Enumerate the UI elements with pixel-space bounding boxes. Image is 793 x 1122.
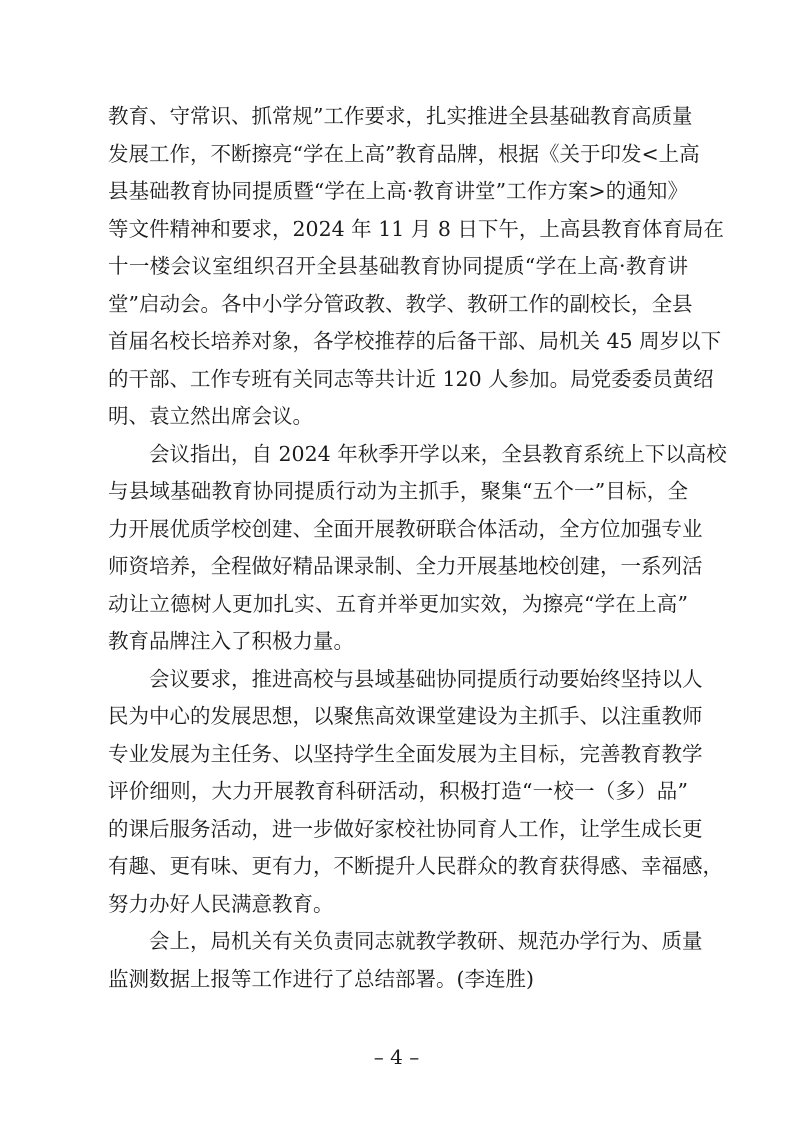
page-number: – 4 – <box>373 1045 420 1069</box>
paragraph-3 <box>108 661 723 924</box>
text-line: 专业发展为主任务、以坚持学生全面发展为主目标，完善教育教学 <box>108 741 703 766</box>
text-line: 会议要求，推进高校与县域基础协同提质行动要始终坚持以人 <box>149 666 703 691</box>
text-line: 师资培养，全程做好精品课录制、全力开展基地校创建，一系列活 <box>108 554 703 578</box>
text-line: 会上，局机关有关负责同志就教学教研、规范办学行为、质量 <box>149 929 703 953</box>
text-line: 的干部、工作专班有关同志等共计近 120 人参加。局党委委员黄绍 <box>108 366 714 391</box>
text-line: 堂”启动会。各中小学分管政教、教学、教研工作的副校长，全县 <box>108 291 693 316</box>
text-line: 十一楼会议室组织召开全县基础教育协同提质“学在上高·教育讲 <box>108 254 688 278</box>
text-line: 明、袁立然出席会议。 <box>108 404 313 428</box>
text-line: 教育、守常识、抓常规”工作要求，扎实推进全县基础教育高质量 <box>108 104 693 128</box>
document-body <box>108 98 727 998</box>
text-line: 民为中心的发展思想，以聚焦高效课堂建设为主抓手、以注重教师 <box>108 704 703 728</box>
paragraph-2 <box>108 436 727 661</box>
text-line: 教育品牌注入了积极力量。 <box>108 629 354 653</box>
text-line: 评价细则，大力开展教育科研活动，积极打造“一校一（多）品” <box>108 779 688 803</box>
text-line: 努力办好人民满意教育。 <box>108 891 334 916</box>
text-line: 县基础教育协同提质暨“学在上高·教育讲堂”工作方案>的通知》 <box>108 179 688 203</box>
text-line: 力开展优质学校创建、全面开展教研联合体活动，全方位加强专业 <box>108 516 703 541</box>
text-line: 会议指出，自 2024 年秋季开学以来，全县教育系统上下以高校 <box>149 441 727 466</box>
paragraph-4 <box>108 923 703 998</box>
text-line: 发展工作，不断擦亮“学在上高”教育品牌，根据《关于印发<上高 <box>108 141 700 166</box>
paragraph-1 <box>108 98 724 436</box>
text-line: 有趣、更有味、更有力，不断提升人民群众的教育获得感、幸福感， <box>108 854 723 878</box>
text-line: 等文件精神和要求，2024 年 11 月 8 日下午，上高县教育体育局在 <box>108 216 724 241</box>
text-line: 监测数据上报等工作进行了总结部署。(李连胜) <box>108 966 534 991</box>
text-line: 首届名校长培养对象，各学校推荐的后备干部、局机关 45 周岁以下 <box>108 329 722 353</box>
text-line: 动让立德树人更加扎实、五育并举更加实效，为擦亮“学在上高” <box>108 591 688 616</box>
text-line: 与县域基础教育协同提质行动为主抓手，聚集“五个一”目标，全 <box>108 479 688 503</box>
text-line: 的课后服务活动，进一步做好家校社协同育人工作，让学生成长更 <box>108 816 703 841</box>
